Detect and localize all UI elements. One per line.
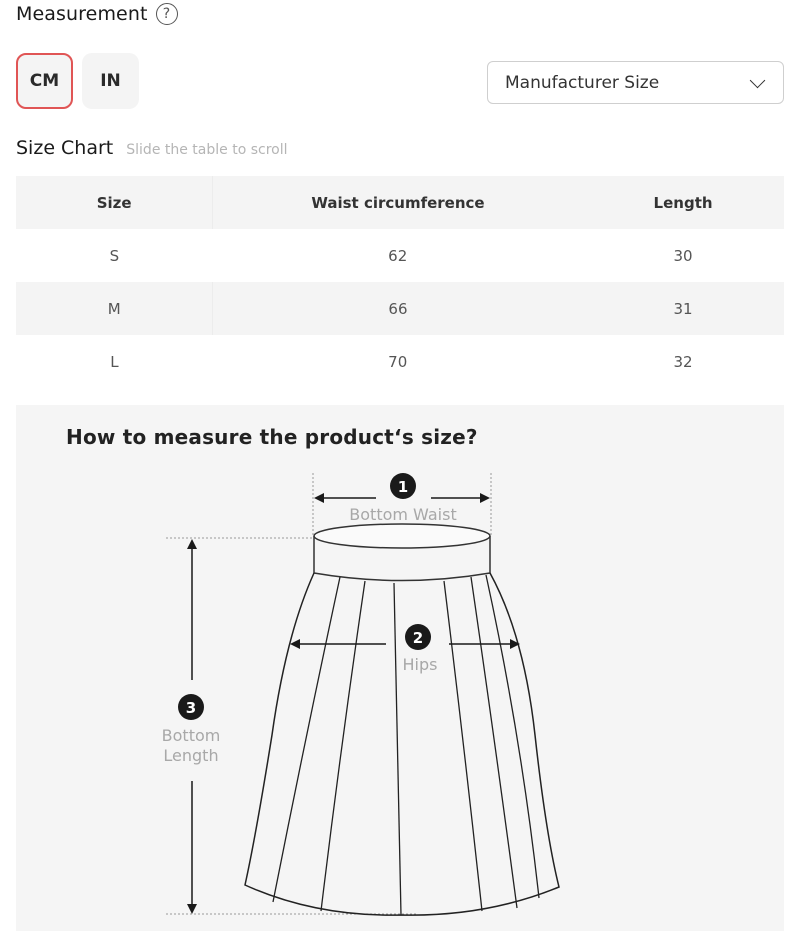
unit-cm-button[interactable]: CM bbox=[16, 53, 73, 109]
marker-1-label: Bottom Waist bbox=[349, 505, 457, 524]
cell-length: 31 bbox=[583, 282, 784, 335]
unit-in-button[interactable]: IN bbox=[82, 53, 139, 109]
marker-2-label: Hips bbox=[402, 655, 438, 674]
cell-size: S bbox=[109, 246, 120, 265]
measurement-title: Measurement bbox=[16, 3, 148, 25]
measure-guide-title: How to measure the product‘s size? bbox=[66, 425, 478, 449]
cell-length: 32 bbox=[673, 352, 693, 371]
table-row bbox=[16, 229, 784, 282]
table-header-row bbox=[16, 176, 784, 229]
cell-size: M bbox=[16, 282, 213, 335]
question-circle-icon[interactable]: ? bbox=[156, 3, 178, 25]
marker-2-number: 2 bbox=[412, 629, 424, 647]
size-type-value: Manufacturer Size bbox=[505, 72, 660, 93]
skirt-body bbox=[245, 573, 559, 915]
measurement-heading bbox=[16, 3, 178, 25]
skirt-waistband-top bbox=[314, 524, 490, 548]
size-chart-heading bbox=[16, 137, 288, 159]
measure-guide bbox=[16, 405, 784, 931]
column-header-waist: Waist circumference bbox=[213, 176, 583, 229]
cell-waist: 70 bbox=[388, 352, 408, 371]
chevron-down-icon bbox=[750, 73, 766, 89]
cell-waist: 66 bbox=[213, 282, 583, 335]
marker-3-label-line2: Length bbox=[163, 746, 219, 765]
cell-size: L bbox=[110, 352, 119, 371]
size-chart-title: Size Chart bbox=[16, 137, 114, 159]
marker-3-number: 3 bbox=[185, 699, 197, 717]
cell-length: 30 bbox=[673, 246, 693, 265]
size-type-select[interactable] bbox=[487, 61, 784, 104]
column-header-size: Size bbox=[16, 176, 213, 229]
skirt-pleats bbox=[273, 575, 539, 915]
marker-3-label-line1: Bottom bbox=[161, 726, 221, 745]
size-chart-hint: Slide the table to scroll bbox=[126, 142, 288, 158]
table-row bbox=[16, 282, 784, 335]
skirt-diagram bbox=[16, 405, 784, 931]
table-row bbox=[16, 335, 784, 388]
cell-waist: 62 bbox=[388, 246, 408, 265]
column-header-length: Length bbox=[583, 176, 784, 229]
marker-1-number: 1 bbox=[397, 478, 409, 496]
size-table[interactable] bbox=[16, 176, 784, 388]
